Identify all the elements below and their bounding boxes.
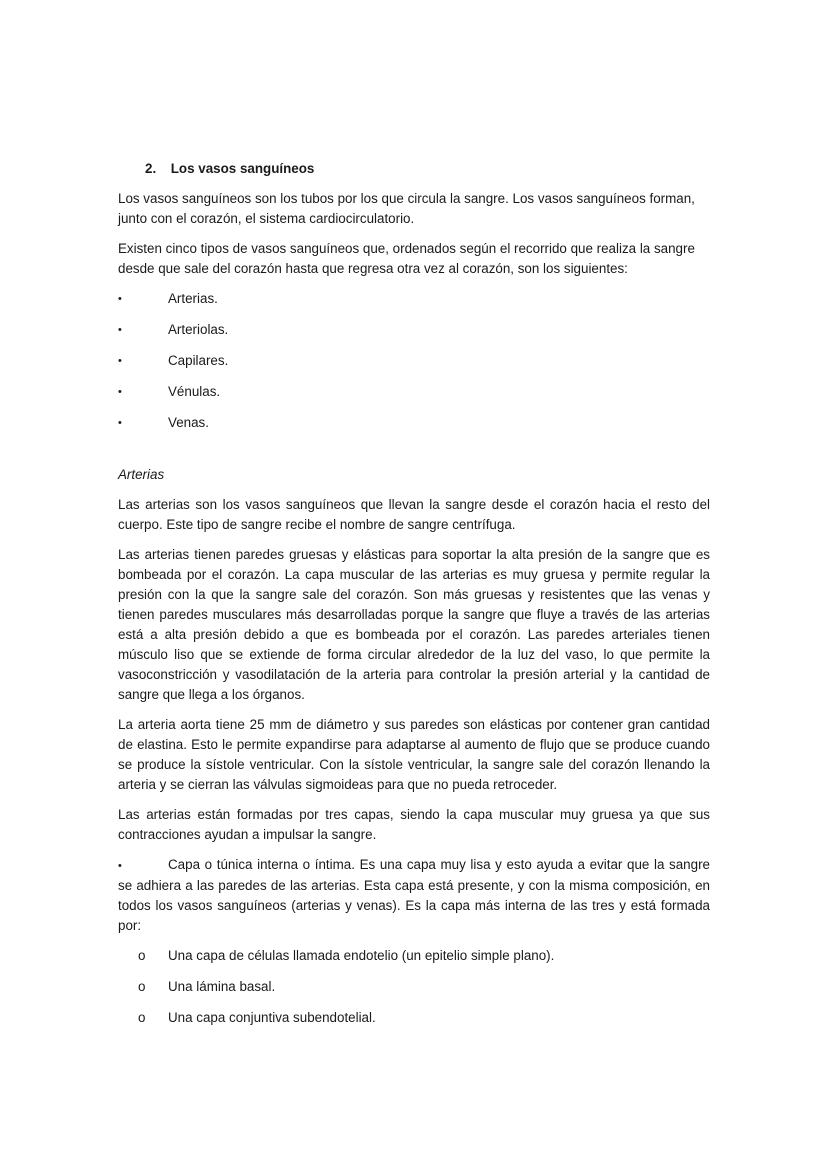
circle-bullet-icon: o bbox=[138, 1010, 146, 1025]
arterias-paragraph-1: Las arterias son los vasos sanguíneos que llevan la sangre desde el corazón hacia el resto del cuerpo. Este tipo de sangre recibe el nombre de sangre centrífuga. bbox=[118, 497, 710, 532]
list-item: • Arterias. bbox=[118, 289, 710, 309]
section-title: Los vasos sanguíneos bbox=[170, 161, 315, 176]
circle-bullet-icon: o bbox=[138, 979, 146, 994]
bullet-icon: • bbox=[118, 355, 122, 367]
bullet-icon: • bbox=[118, 860, 122, 872]
list-item: • Venas. bbox=[118, 413, 710, 433]
intro-paragraph-2: Existen cinco tipos de vasos sanguíneos que, ordenados según el recorrido que realiza la sangre desde que sale del corazón hasta que regresa otra vez al corazón, son los siguientes: bbox=[118, 241, 695, 276]
vessel-types-list bbox=[118, 289, 710, 433]
subsection-title-arterias: Arterias bbox=[118, 467, 165, 482]
arterias-paragraph-4: Las arterias están formadas por tres capas, siendo la capa muscular muy gruesa ya que sus contracciones ayudan a impulsar la sangre. bbox=[118, 807, 710, 842]
bullet-icon: • bbox=[118, 293, 122, 305]
circle-bullet-icon: o bbox=[138, 948, 146, 963]
bullet-icon: • bbox=[118, 324, 122, 336]
bullet-icon: • bbox=[118, 417, 122, 429]
list-item: o Una capa conjuntiva subendotelial. bbox=[118, 1008, 710, 1028]
list-item: • Capilares. bbox=[118, 351, 710, 371]
bullet-icon: • bbox=[118, 386, 122, 398]
list-item: o Una capa de células llamada endotelio (un epitelio simple plano). bbox=[118, 946, 710, 966]
arterias-paragraph-2: Las arterias tienen paredes gruesas y elásticas para soportar la alta presión de la sangre que es bombeada por el corazón. La capa muscular de las arterias es muy gruesa y permite regular la presión con la que la sangre sale del corazón. Son más gruesas y resistentes que las venas y tienen paredes musculares más desarrolladas porque la sangre que fluye a través de las arterias está a alta presión debido a que es bombeada por el corazón. Las paredes arteriales tienen músculo liso que se extiende de forma circular alrededor de la luz del vaso, lo que permite la vasoconstricción y vasodilatación de la arteria para controlar la presión arterial y la cantidad de sangre que llega a los órganos. bbox=[118, 547, 710, 702]
list-item: • Vénulas. bbox=[118, 382, 710, 402]
intima-components-list bbox=[118, 946, 710, 1028]
list-item: o Una lámina basal. bbox=[118, 977, 710, 997]
document-page bbox=[118, 159, 710, 1039]
layer-intima-paragraph: • Capa o túnica interna o íntima. Es una capa muy lisa y esto ayuda a evitar que la sangre se adhiera a las paredes de las arterias. Esta capa está presente, y con la misma composición, en todos los vasos sanguíneos (arterias y venas). Es la capa más interna de las tres y está formada por: bbox=[118, 857, 710, 933]
list-item: • Arteriolas. bbox=[118, 320, 710, 340]
section-number: 2. bbox=[145, 161, 157, 176]
arterias-paragraph-3: La arteria aorta tiene 25 mm de diámetro y sus paredes son elásticas por contener gran cantidad de elastina. Esto le permite expandirse para adaptarse al aumento de flujo que se produce cuando se produce la sístole ventricular. Con la sístole ventricular, la sangre sale del corazón llenando la arteria y se cierran las válvulas sigmoideas para que no pueda retroceder. bbox=[118, 717, 710, 792]
intro-paragraph-1: Los vasos sanguíneos son los tubos por los que circula la sangre. Los vasos sanguíneos forman, junto con el corazón, el sistema cardiocirculatorio. bbox=[118, 191, 695, 226]
section-heading bbox=[118, 159, 710, 179]
